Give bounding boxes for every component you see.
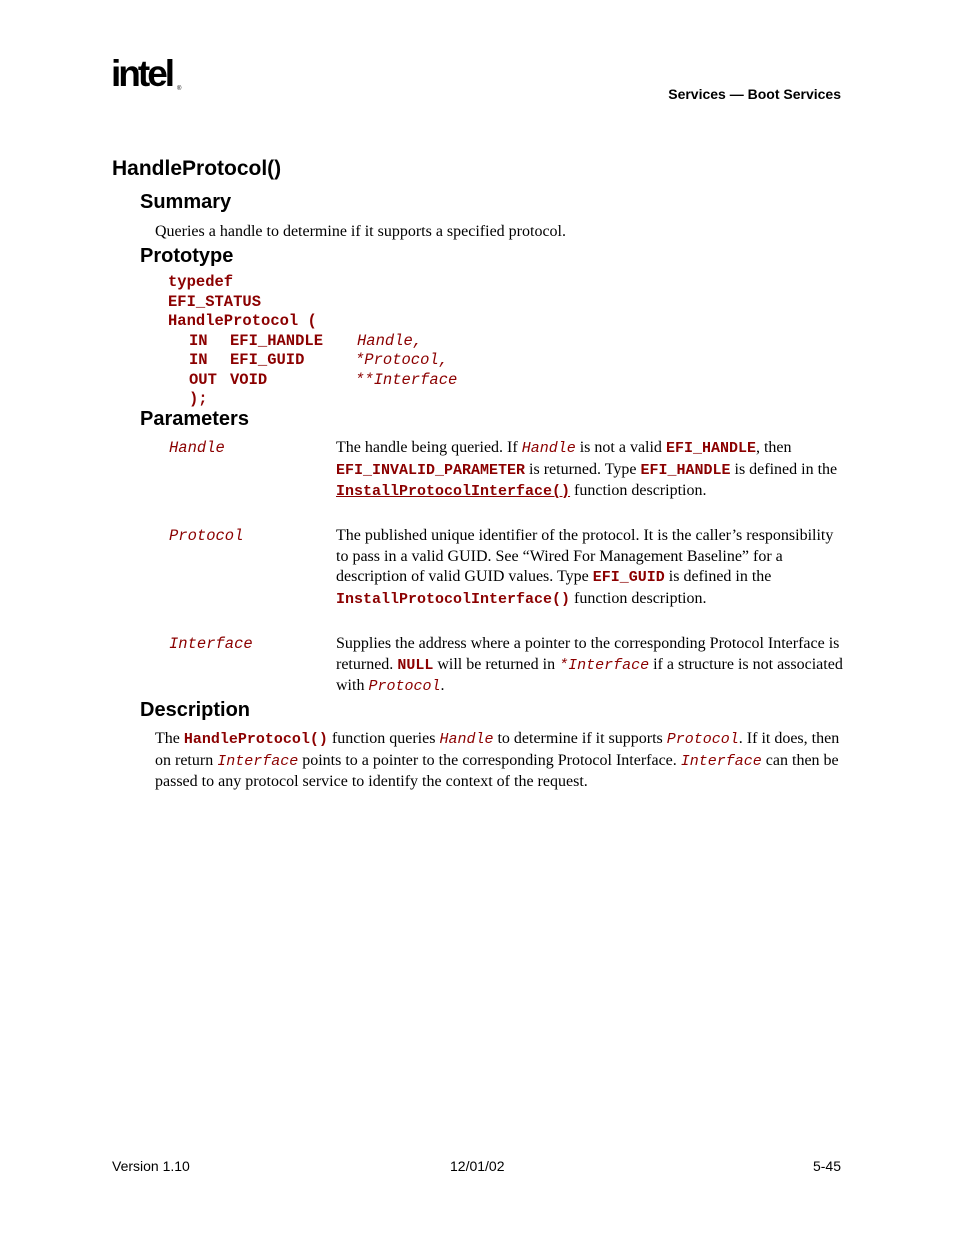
code-param-line bbox=[168, 351, 449, 371]
param-type: EFI_HANDLE bbox=[230, 331, 324, 350]
footer-version: Version 1.10 bbox=[112, 1158, 190, 1174]
param-desc-interface: Supplies the address where a pointer to the corresponding Protocol Interface is returned. NULL will be returned in *Interface if a structure is not associated with Protocol. bbox=[336, 635, 843, 695]
param-term-interface: Interface bbox=[169, 635, 253, 653]
param-name: *Protocol, bbox=[355, 351, 449, 369]
code-line: EFI_STATUS bbox=[168, 292, 262, 311]
param-name: **Interface bbox=[355, 370, 458, 389]
summary-heading: Summary bbox=[140, 191, 232, 213]
code-line: HandleProtocol ( bbox=[168, 312, 317, 330]
code-line: typedef bbox=[168, 273, 234, 291]
footer-page-number: 5-45 bbox=[812, 1158, 841, 1174]
code-param-line bbox=[168, 370, 458, 391]
param-direction: IN bbox=[189, 351, 208, 369]
page-title: HandleProtocol() bbox=[112, 157, 282, 180]
summary-text: Queries a handle to determine if it supports a specified protocol. bbox=[155, 223, 566, 240]
param-desc-protocol: The published unique identifier of the protocol. It is the caller’s responsibility to pass in a valid GUID. See “Wired For Management Baseline” for a description of valid GUID values. Type EFI_GUID is defined in the InstallProtocolInterface() function description. bbox=[336, 527, 834, 608]
prototype-code bbox=[168, 273, 458, 410]
description-heading: Description bbox=[140, 699, 251, 721]
parameters-heading: Parameters bbox=[140, 408, 249, 430]
code-line: ); bbox=[189, 390, 208, 408]
param-term-protocol: Protocol bbox=[169, 527, 244, 545]
param-direction: IN bbox=[189, 331, 208, 350]
prototype-heading: Prototype bbox=[140, 245, 234, 267]
description-text: The HandleProtocol() function queries Handle to determine if it supports Protocol. If it does, then on return Interface points to a pointer to the corresponding Protocol Interface. Interface can then be passed to any protocol service to identify the context of the request. bbox=[155, 730, 840, 790]
param-type: EFI_GUID bbox=[230, 351, 305, 369]
param-term-handle: Handle bbox=[169, 439, 225, 457]
running-head: Services — Boot Services bbox=[668, 86, 841, 102]
param-desc-handle: The handle being queried. If Handle is not a valid EFI_HANDLE, then EFI_INVALID_PARAMETER is returned. Type EFI_HANDLE is defined in the InstallProtocolInterface() function description. bbox=[336, 439, 838, 500]
svg-text:®: ® bbox=[177, 86, 182, 92]
param-direction: OUT bbox=[189, 370, 217, 389]
code-param-line bbox=[168, 331, 423, 352]
param-type: VOID bbox=[230, 370, 268, 389]
logo-wordmark: intel bbox=[111, 54, 173, 94]
footer-date: 12/01/02 bbox=[450, 1158, 505, 1174]
install-protocol-interface-link[interactable]: InstallProtocolInterface() bbox=[336, 483, 571, 500]
param-name: Handle, bbox=[357, 331, 423, 350]
intel-logo bbox=[110, 54, 188, 102]
